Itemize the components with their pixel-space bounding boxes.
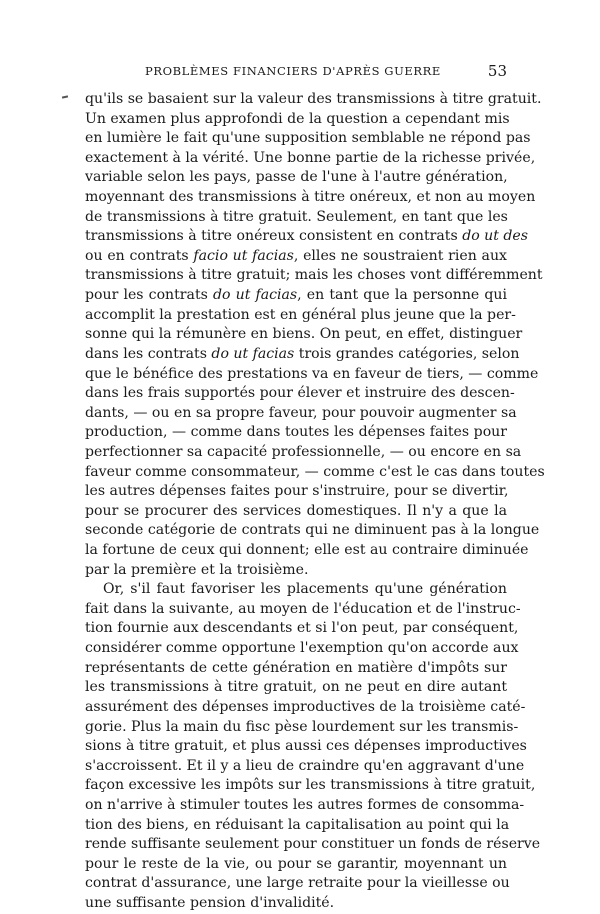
text-line: la fortune de ceux qui donnent; elle est au contraire diminuée <box>85 542 529 559</box>
text-line: sonne qui la rémunère en biens. On peut, en effet, distinguer <box>85 326 523 343</box>
text-line: une suffisante pension d'invalidité. <box>85 894 335 911</box>
text-line: rende suffisante seulement pour constituer un fonds de réserve <box>85 836 541 853</box>
text-line: assurément des dépenses improductives de la troisième caté- <box>85 698 526 715</box>
page-header <box>85 62 507 82</box>
text-line: Or, s'il faut favoriser les placements qu'une génération <box>103 581 507 598</box>
text-line: pour le reste de la vie, ou pour se garantir, moyennant un <box>85 855 507 872</box>
text-line: dants, — ou en sa propre faveur, pour pouvoir augmenter sa <box>85 404 517 421</box>
text-line: pour les contrats do ut facias, en tant que la personne qui <box>85 287 507 304</box>
text-line: façon excessive les impôts sur les transmissions à titre gratuit, <box>85 777 536 794</box>
text-line: tion des biens, en réduisant la capitalisation au point qui la <box>85 816 510 833</box>
text-line: dans les contrats do ut facias trois grandes catégories, selon <box>85 345 520 362</box>
text-line: faveur comme consommateur, — comme c'est le cas dans toutes <box>85 463 545 480</box>
text-line: exactement à la vérité. Une bonne partie de la richesse privée, <box>85 149 536 166</box>
text-line: qu'ils se basaient sur la valeur des transmissions à titre gratuit. <box>85 91 542 107</box>
running-title: PROBLÈMES FINANCIERS D'APRÈS GUERRE <box>145 64 441 78</box>
text-line: accomplit la prestation est en général plus jeune que la per- <box>85 306 516 323</box>
text-line: ou en contrats facio ut facias, elles ne soustraient rien aux <box>85 247 507 264</box>
text-line: seconde catégorie de contrats qui ne diminuent pas à la longue <box>85 522 540 539</box>
text-line: dans les frais supportés pour élever et instruire des descen- <box>85 385 515 402</box>
text-line: pour se procurer des services domestiques. Il n'y a que la <box>85 502 507 519</box>
text-line: transmissions à titre onéreux consistent en contrats do ut des <box>85 228 528 245</box>
text-line: tion fournie aux descendants et si l'on peut, par conséquent, <box>85 620 519 637</box>
page-number: 53 <box>487 62 507 80</box>
text-line: transmissions à titre gratuit; mais les choses vont différemment <box>85 267 543 284</box>
text-line: de transmissions à titre gratuit. Seulement, en tant que les <box>85 208 508 225</box>
text-line: par la première et la troisième. <box>85 561 309 578</box>
text-line: s'accroissent. Et il y a lieu de craindre qu'en aggravant d'une <box>85 757 525 774</box>
text-line: sions à titre gratuit, et plus aussi ces dépenses improductives <box>85 738 527 755</box>
text-line: variable selon les pays, passe de l'une à l'autre génération, <box>85 169 508 186</box>
margin-mark <box>62 95 68 98</box>
text-line: que le bénéfice des prestations va en faveur de tiers, — comme <box>85 365 539 382</box>
text-line: les transmissions à titre gratuit, on ne peut en dire autant <box>85 679 507 696</box>
text-line: on n'arrive à stimuler toutes les autres formes de consomma- <box>85 796 525 813</box>
text-line: moyennant des transmissions à titre onéreux, et non au moyen <box>85 189 536 206</box>
text-line: considérer comme opportune l'exemption qu'on accorde aux <box>85 640 519 657</box>
text-line: fait dans la suivante, au moyen de l'éducation et de l'instruc- <box>85 600 521 617</box>
text-line: Un examen plus approfondi de la question a cependant mis <box>85 110 510 127</box>
text-line: perfectionner sa capacité professionnelle, — ou encore en sa <box>85 443 522 460</box>
text-line: contrat d'assurance, une large retraite pour la vieillesse ou <box>85 875 510 892</box>
text-line: en lumière le fait qu'une supposition semblable ne répond pas <box>85 130 531 147</box>
text-line: les autres dépenses faites pour s'instruire, pour se divertir, <box>85 483 509 500</box>
text-line: gorie. Plus la main du fisc pèse lourdement sur les transmis- <box>85 718 519 735</box>
text-line: production, — comme dans toutes les dépenses faites pour <box>85 424 507 441</box>
text-line: représentants de cette génération en matière d'impôts sur <box>85 659 507 676</box>
body-text <box>85 90 545 914</box>
